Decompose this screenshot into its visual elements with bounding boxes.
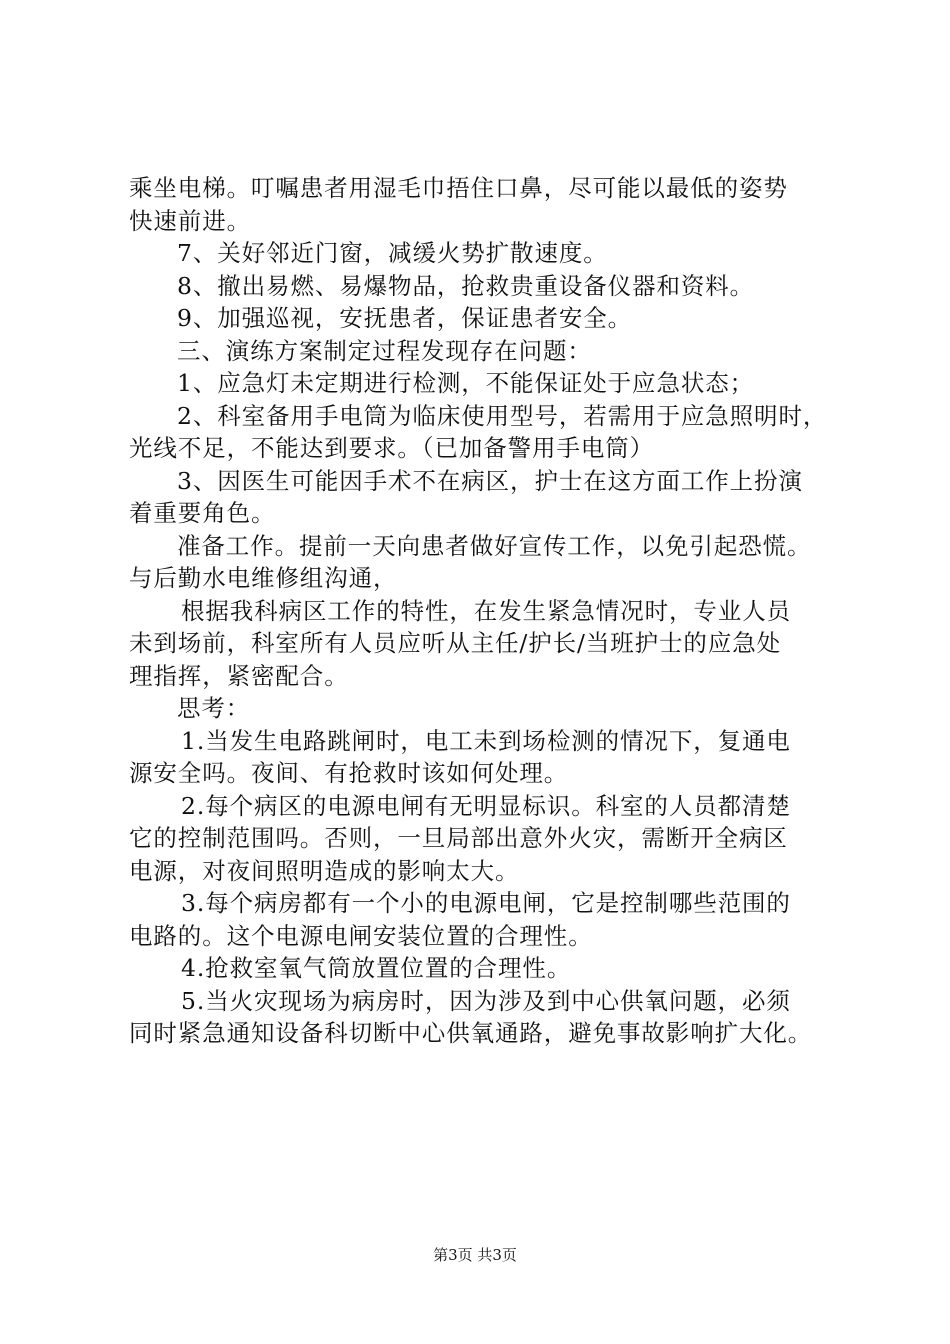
text-line: 它的控制范围吗。否则，一旦局部出意外火灾，需断开全病区 bbox=[129, 824, 788, 852]
text-line: 与后勤水电维修组沟通， bbox=[129, 564, 398, 592]
text-line: 电路的。这个电源电闸安装位置的合理性。 bbox=[129, 921, 593, 950]
text-line: 8、撤出易燃、易爆物品，抢救贵重设备仪器和资料。 bbox=[177, 271, 755, 300]
text-line: 2、科室备用手电筒为临床使用型号，若需用于应急照明时， bbox=[177, 401, 828, 430]
text-line: 快速前进。 bbox=[129, 206, 251, 235]
paragraph-problem-2 bbox=[129, 400, 829, 465]
paragraph-item-9 bbox=[129, 302, 829, 335]
text-line: 4.抢救室氧气筒放置位置的合理性。 bbox=[181, 954, 572, 982]
paragraph-command bbox=[129, 595, 829, 693]
text-line: 3.每个病房都有一个小的电源电闸，它是控制哪些范围的 bbox=[181, 889, 791, 917]
paragraph-thought-1 bbox=[129, 725, 829, 790]
text-line: 源安全吗。夜间、有抢救时该如何处理。 bbox=[129, 759, 569, 787]
text-line: 光线不足，不能达到要求。（已加备警用手电筒） bbox=[129, 434, 655, 462]
paragraph-thought-5 bbox=[129, 985, 829, 1050]
paragraph-problem-3 bbox=[129, 465, 829, 530]
document-body bbox=[129, 172, 829, 1050]
text-line: 思考： bbox=[177, 694, 251, 722]
paragraph-thought-3 bbox=[129, 887, 829, 952]
paragraph-elevator-warning bbox=[129, 172, 829, 237]
paragraph-item-8 bbox=[129, 270, 829, 303]
page-footer bbox=[0, 1245, 950, 1265]
text-line: 1、应急灯未定期进行检测，不能保证处于应急状态； bbox=[177, 369, 755, 397]
paragraph-thought-4 bbox=[129, 952, 829, 985]
paragraph-item-7 bbox=[129, 237, 829, 270]
section-heading-problems bbox=[129, 335, 829, 368]
text-line: 未到场前，科室所有人员应听从主任/护长/当班护士的应急处 bbox=[129, 629, 782, 657]
section-heading-thoughts bbox=[129, 692, 829, 725]
text-line: 着重要角色。 bbox=[129, 499, 276, 527]
paragraph-problem-1 bbox=[129, 367, 829, 400]
text-line: 同时紧急通知设备科切断中心供氧通路，避免事故影响扩大化。 bbox=[129, 1019, 813, 1047]
text-line: 电源，对夜间照明造成的影响太大。 bbox=[129, 856, 520, 885]
text-line: 5.当火灾现场为病房时，因为涉及到中心供氧问题，必须 bbox=[181, 986, 791, 1015]
paragraph-thought-2 bbox=[129, 790, 829, 888]
text-line: 理指挥，紧密配合。 bbox=[129, 661, 349, 690]
text-line: 准备工作。提前一天向患者做好宣传工作，以免引起恐慌。 bbox=[177, 531, 812, 560]
text-line: 三、演练方案制定过程发现存在问题： bbox=[177, 336, 592, 365]
text-line: 3、因医生可能因手术不在病区，护士在这方面工作上扮演 bbox=[177, 466, 803, 495]
page-number-label: 第3页 共3页 bbox=[433, 1246, 517, 1264]
text-line: 乘坐电梯。叮嘱患者用湿毛巾捂住口鼻，尽可能以最低的姿势 bbox=[129, 174, 788, 202]
text-line: 1.当发生电路跳闸时，电工未到场检测的情况下，复通电 bbox=[181, 726, 791, 755]
text-line: 2.每个病区的电源电闸有无明显标识。科室的人员都清楚 bbox=[181, 791, 791, 820]
text-line: 7、关好邻近门窗，减缓火势扩散速度。 bbox=[177, 239, 608, 267]
paragraph-preparation bbox=[129, 530, 829, 595]
text-line: 9、加强巡视，安抚患者，保证患者安全。 bbox=[177, 304, 633, 332]
text-line: 根据我科病区工作的特性，在发生紧急情况时，专业人员 bbox=[181, 596, 791, 625]
